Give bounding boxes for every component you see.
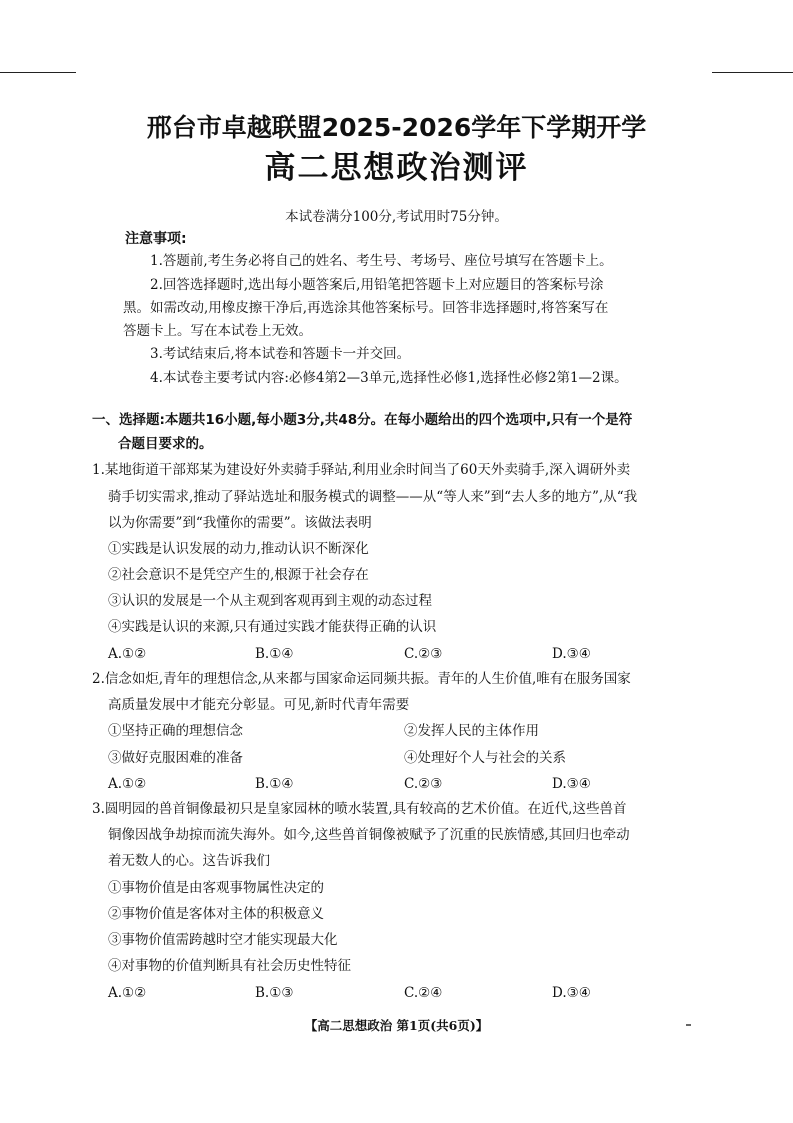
q2-item-1: ①坚持正确的理想信念 (108, 723, 243, 739)
q1-stem-line1: 1.某地街道干部郑某为建设好外卖骑手驿站,利用业余时间当了60天外卖骑手,深入调研外卖 (92, 462, 631, 478)
notice-line-2: 2.回答选择题时,选出每小题答案后,用铅笔把答题卡上对应题目的答案标号涂 (150, 277, 604, 293)
q1-option-d: D.③④ (552, 646, 591, 662)
q1-option-b: B.①④ (255, 646, 294, 662)
notice-line-4: 答题卡上。写在本试卷上无效。 (123, 323, 312, 339)
notice-heading: 注意事项: (125, 231, 187, 247)
top-left-rule (0, 72, 76, 73)
q1-item-2: ②社会意识不是凭空产生的,根源于社会存在 (108, 567, 369, 583)
exam-info: 本试卷满分100分,考试用时75分钟。 (285, 209, 508, 225)
q2-item-4: ④处理好个人与社会的关系 (404, 750, 566, 766)
q2-option-b: B.①④ (255, 776, 294, 792)
page-footer: 【高二思想政治 第1页(共6页)】 (304, 1018, 489, 1033)
q1-stem-line3: 以为你需要”到“我懂你的需要”。该做法表明 (108, 515, 372, 531)
q1-item-4: ④实践是认识的来源,只有通过实践才能获得正确的认识 (108, 619, 437, 635)
q3-option-b: B.①③ (255, 985, 294, 1001)
q3-stem-line3: 着无数人的心。这告诉我们 (108, 853, 270, 869)
q3-option-c: C.②④ (404, 985, 443, 1001)
q2-stem-line2: 高质量发展中才能充分彰显。可见,新时代青年需要 (108, 697, 410, 713)
q2-option-c: C.②③ (404, 776, 443, 792)
q2-option-d: D.③④ (552, 776, 591, 792)
notice-line-3: 黑。如需改动,用橡皮擦干净后,再选涂其他答案标号。回答非选择题时,将答案写在 (123, 300, 609, 316)
q3-option-d: D.③④ (552, 985, 591, 1001)
q2-stem-line1: 2.信念如炬,青年的理想信念,从来都与国家命运同频共振。青年的人生价值,唯有在服务国家 (92, 671, 631, 687)
q1-item-1: ①实践是认识发展的动力,推动认识不断深化 (108, 541, 369, 557)
q2-item-3: ③做好克服困难的准备 (108, 750, 243, 766)
q2-option-a: A.①② (108, 776, 147, 792)
q3-item-2: ②事物价值是客体对主体的积极意义 (108, 906, 324, 922)
q3-option-a: A.①② (108, 985, 147, 1001)
notice-line-6: 4.本试卷主要考试内容:必修4第2—3单元,选择性必修1,选择性必修2第1—2课。 (150, 370, 628, 386)
q1-item-3: ③认识的发展是一个从主观到客观再到主观的动态过程 (108, 593, 432, 609)
section-heading-line1: 一、选择题:本题共16小题,每小题3分,共48分。在每小题给出的四个选项中,只有一个是符 (92, 412, 633, 428)
scan-mark (686, 1024, 691, 1026)
q2-item-2: ②发挥人民的主体作用 (404, 723, 539, 739)
q1-option-c: C.②③ (404, 646, 443, 662)
notice-line-1: 1.答题前,考生务必将自己的姓名、考生号、考场号、座位号填写在答题卡上。 (150, 253, 613, 269)
q3-item-1: ①事物价值是由客观事物属性决定的 (108, 880, 324, 896)
q3-stem-line2: 铜像因战争劫掠而流失海外。如今,这些兽首铜像被赋予了沉重的民族情感,其回归也牵动 (108, 827, 630, 843)
exam-title-line1: 邢台市卓越联盟2025-2026学年下学期开学 (146, 113, 647, 142)
q1-option-a: A.①② (108, 646, 147, 662)
q3-item-4: ④对事物的价值判断具有社会历史性特征 (108, 958, 351, 974)
q1-stem-line2: 骑手切实需求,推动了驿站选址和服务模式的调整——从“等人来”到“去人多的地方”,从“我 (108, 489, 638, 505)
exam-title-line2: 高二思想政治测评 (264, 150, 529, 186)
section-heading-line2: 合题目要求的。 (118, 436, 213, 452)
top-right-rule (712, 72, 793, 73)
q3-stem-line1: 3.圆明园的兽首铜像最初只是皇家园林的喷水装置,具有较高的艺术价值。在近代,这些兽首 (92, 801, 627, 817)
q3-item-3: ③事物价值需跨越时空才能实现最大化 (108, 932, 338, 948)
notice-line-5: 3.考试结束后,将本试卷和答题卡一并交回。 (150, 346, 411, 362)
